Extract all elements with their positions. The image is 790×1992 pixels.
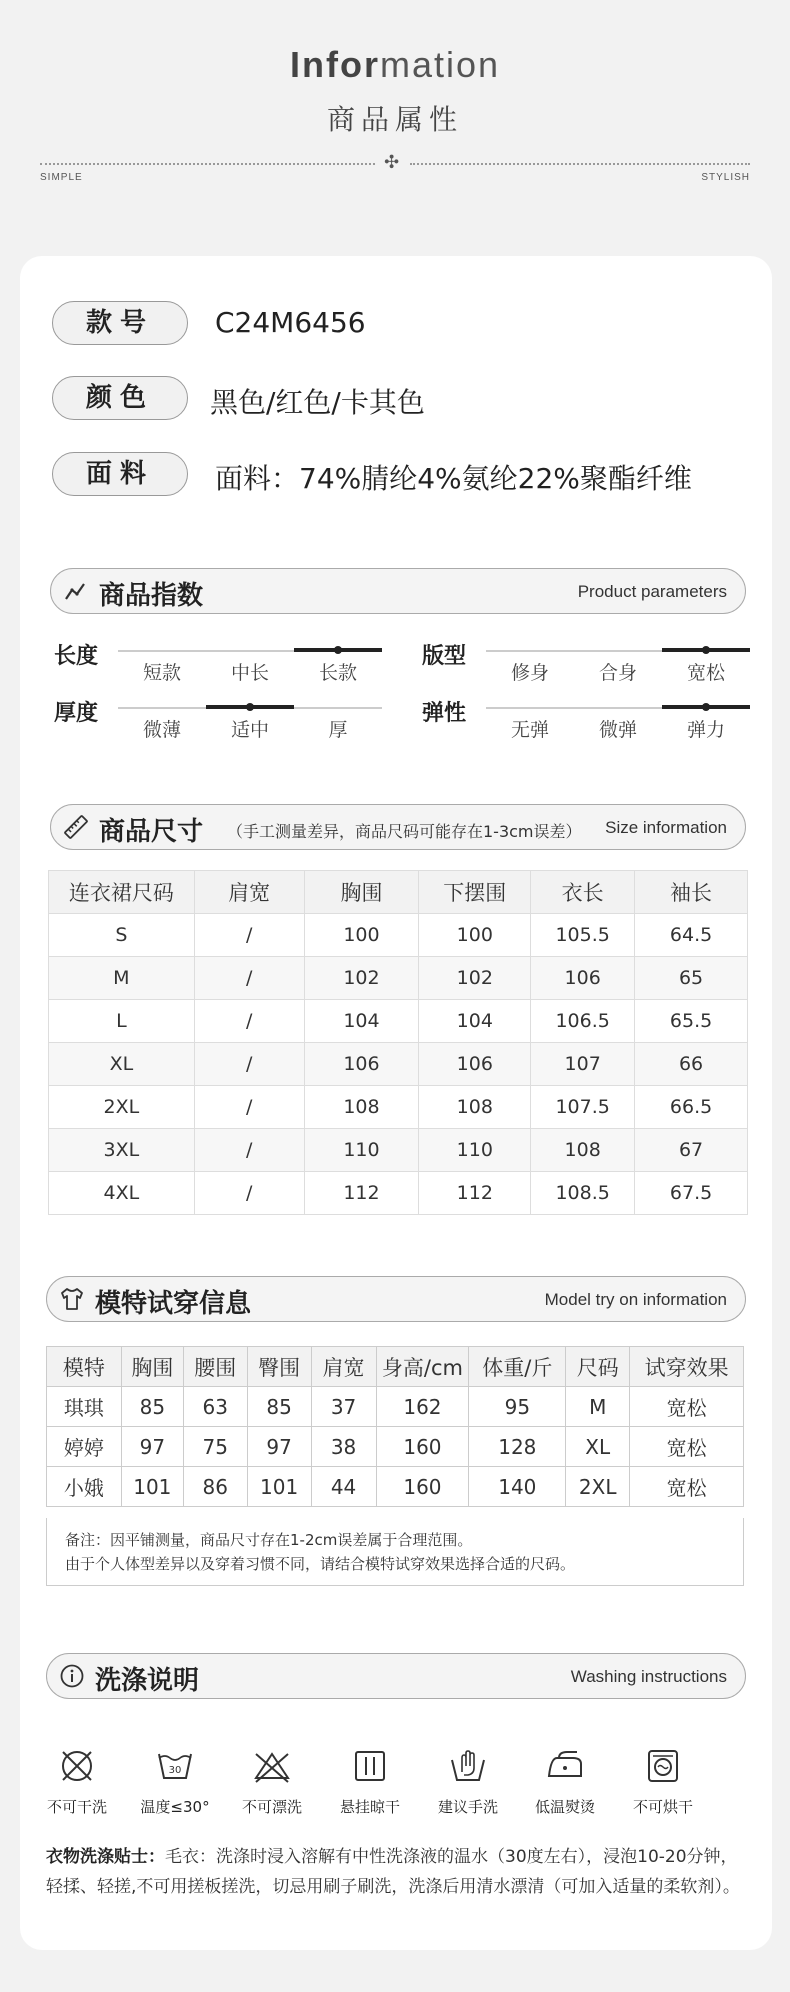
table-cell: 38 — [311, 1427, 376, 1467]
table-cell: 66 — [635, 1043, 748, 1086]
param-elasticity-scale — [486, 699, 750, 739]
column-header: 尺码 — [566, 1347, 630, 1387]
low-iron-icon — [545, 1746, 585, 1786]
scale-option: 厚 — [328, 719, 348, 741]
table-cell: 160 — [376, 1427, 469, 1467]
table-cell: 105.5 — [531, 914, 635, 957]
table-cell: 101 — [247, 1467, 311, 1507]
table-cell: 110 — [419, 1129, 531, 1172]
table-cell: 宽松 — [630, 1387, 744, 1427]
hang-dry-icon — [350, 1746, 390, 1786]
column-header: 肩宽 — [311, 1347, 376, 1387]
table-row — [47, 1427, 744, 1467]
scale-option-selected: 弹力 — [662, 699, 750, 739]
table-cell: M — [566, 1387, 630, 1427]
scale-option: 短款 — [142, 662, 181, 684]
no-dry-clean-icon — [57, 1746, 97, 1786]
params-en-title: Product parameters — [577, 582, 727, 601]
style-number-label: 款号 — [52, 301, 188, 345]
table-row — [49, 957, 748, 1000]
table-cell: 65.5 — [635, 1000, 748, 1043]
table-cell: / — [194, 1129, 304, 1172]
table-row — [49, 1086, 748, 1129]
size-title: 商品尺寸 — [99, 817, 204, 847]
table-cell: 110 — [304, 1129, 419, 1172]
table-cell: 97 — [121, 1427, 183, 1467]
column-header: 体重/斤 — [469, 1347, 566, 1387]
wash-item — [423, 1746, 513, 1817]
scale-option: 微弹 — [598, 719, 637, 741]
info-circle-icon — [59, 1663, 85, 1689]
params-banner — [50, 568, 746, 614]
wash-temp: 30 — [168, 1765, 182, 1776]
note-line: 由于个人体型差异以及穿着习惯不同，请结合模特试穿效果选择合适的尺码。 — [65, 1555, 576, 1573]
table-cell: 97 — [247, 1427, 311, 1467]
table-cell: 100 — [304, 914, 419, 957]
column-header: 连衣裙尺码 — [49, 871, 195, 914]
table-cell: 104 — [304, 1000, 419, 1043]
column-header: 身高/cm — [376, 1347, 469, 1387]
size-en-title: Size information — [605, 818, 727, 837]
table-cell: 106 — [304, 1043, 419, 1086]
column-header: 胸围 — [121, 1347, 183, 1387]
table-row — [49, 914, 748, 957]
wash-en-title: Washing instructions — [570, 1667, 727, 1686]
param-length-label: 长度 — [54, 644, 99, 669]
column-header: 下摆围 — [419, 871, 531, 914]
table-row — [49, 1000, 748, 1043]
table-cell: 112 — [419, 1172, 531, 1215]
model-banner — [46, 1276, 746, 1322]
scale-option: 合身 — [598, 662, 637, 684]
table-cell: 64.5 — [635, 914, 748, 957]
table-cell: 102 — [304, 957, 419, 1000]
wash-item — [520, 1746, 610, 1817]
no-bleach-icon — [252, 1746, 292, 1786]
table-cell: 4XL — [49, 1172, 195, 1215]
scale-option: 修身 — [510, 662, 549, 684]
column-header: 肩宽 — [194, 871, 304, 914]
wash-label: 温度≤30° — [140, 1798, 210, 1816]
table-cell: 85 — [247, 1387, 311, 1427]
header-divider-left — [40, 163, 375, 165]
size-table — [48, 870, 748, 1215]
table-cell: M — [49, 957, 195, 1000]
table-cell: 44 — [311, 1467, 376, 1507]
model-notes — [46, 1518, 744, 1586]
header-divider-right — [410, 163, 750, 165]
wash-item — [32, 1746, 122, 1817]
wash-banner — [46, 1653, 746, 1699]
style-number-value: C24M6456 — [215, 306, 366, 339]
table-cell: 106.5 — [531, 1000, 635, 1043]
info-card — [20, 256, 772, 1950]
params-title: 商品指数 — [99, 581, 204, 611]
table-cell: 112 — [304, 1172, 419, 1215]
scale-option-selected: 宽松 — [662, 642, 750, 682]
color-value: 黑色/红色/卡其色 — [210, 386, 425, 419]
table-cell: 108 — [531, 1129, 635, 1172]
table-cell: 65 — [635, 957, 748, 1000]
table-cell: 102 — [419, 957, 531, 1000]
table-row — [47, 1467, 744, 1507]
table-cell: 106 — [531, 957, 635, 1000]
param-fit-scale — [486, 642, 750, 682]
table-cell: 3XL — [49, 1129, 195, 1172]
table-row — [49, 1129, 748, 1172]
tips-label: 衣物洗涤贴士： — [46, 1847, 165, 1867]
scale-option: 中长 — [230, 662, 269, 684]
wash-item — [325, 1746, 415, 1817]
wash-label: 悬挂晾干 — [339, 1798, 400, 1816]
note-line: 备注：因平铺测量，商品尺寸存在1-2cm误差属于合理范围。 — [65, 1531, 473, 1549]
scale-option: 无弹 — [510, 719, 549, 741]
column-header: 衣长 — [531, 871, 635, 914]
stylish-tag: STYLISH — [701, 172, 750, 183]
table-cell: 100 — [419, 914, 531, 957]
table-cell: 107.5 — [531, 1086, 635, 1129]
simple-tag: SIMPLE — [40, 172, 83, 183]
table-cell: / — [194, 1043, 304, 1086]
param-thickness-label: 厚度 — [54, 701, 99, 726]
washing-tips — [46, 1842, 746, 1902]
size-note: （手工测量差异，商品尺码可能存在1-3cm误差） — [227, 822, 582, 841]
table-cell: 85 — [121, 1387, 183, 1427]
table-row — [49, 1043, 748, 1086]
column-header: 胸围 — [304, 871, 419, 914]
scale-option: 微薄 — [142, 719, 181, 741]
table-cell: 75 — [183, 1427, 247, 1467]
table-cell: 128 — [469, 1427, 566, 1467]
fabric-value: 面料：74%腈纶4%氨纶22%聚酯纤维 — [215, 462, 692, 495]
page-subtitle: 商品属性 — [326, 103, 463, 136]
column-header: 模特 — [47, 1347, 122, 1387]
table-cell: 108 — [419, 1086, 531, 1129]
title-light-part: mation — [379, 44, 501, 85]
table-header-row — [49, 871, 748, 914]
table-cell: L — [49, 1000, 195, 1043]
wash-title: 洗涤说明 — [95, 1666, 200, 1696]
table-cell: XL — [566, 1427, 630, 1467]
no-tumble-dry-icon — [643, 1746, 683, 1786]
param-thickness-scale — [118, 699, 382, 739]
table-cell: 63 — [183, 1387, 247, 1427]
wash-item — [130, 1746, 220, 1817]
table-cell: 108 — [304, 1086, 419, 1129]
wash-30-icon — [155, 1746, 195, 1786]
tips-text: 毛衣：洗涤时浸入溶解有中性洗涤液的温水（30度左右），浸泡10-20分钟，轻揉、轻搓,不可用搓板搓洗，切忌用刷子刷洗，洗涤后用清水漂清（可加入适量的柔软剂）。 — [46, 1847, 740, 1897]
wash-item — [618, 1746, 708, 1817]
table-cell: / — [194, 1086, 304, 1129]
table-cell: 婷婷 — [47, 1427, 122, 1467]
table-cell: 108.5 — [531, 1172, 635, 1215]
table-cell: 104 — [419, 1000, 531, 1043]
table-cell: S — [49, 914, 195, 957]
page-title — [0, 44, 790, 86]
table-cell: 67.5 — [635, 1172, 748, 1215]
table-header-row — [47, 1347, 744, 1387]
table-cell: 86 — [183, 1467, 247, 1507]
model-table — [46, 1346, 744, 1507]
hand-wash-icon — [448, 1746, 488, 1786]
wash-label: 不可漂洗 — [241, 1798, 302, 1816]
param-length-scale — [118, 642, 382, 682]
wash-label: 建议手洗 — [437, 1798, 498, 1816]
table-cell: 2XL — [566, 1467, 630, 1507]
column-header: 臀围 — [247, 1347, 311, 1387]
tshirt-icon — [59, 1286, 85, 1312]
table-cell: 101 — [121, 1467, 183, 1507]
model-en-title: Model try on information — [544, 1290, 727, 1309]
table-cell: 160 — [376, 1467, 469, 1507]
wash-item — [227, 1746, 317, 1817]
table-cell: XL — [49, 1043, 195, 1086]
param-fit-label: 版型 — [422, 644, 467, 669]
model-title: 模特试穿信息 — [95, 1289, 252, 1319]
column-header: 腰围 — [183, 1347, 247, 1387]
size-banner — [50, 804, 746, 850]
wash-label: 不可烘干 — [632, 1798, 693, 1816]
table-row — [49, 1172, 748, 1215]
column-header: 试穿效果 — [630, 1347, 744, 1387]
table-cell: 162 — [376, 1387, 469, 1427]
wash-label: 不可干洗 — [46, 1798, 107, 1816]
table-cell: 37 — [311, 1387, 376, 1427]
fabric-label: 面料 — [52, 452, 188, 496]
cross-ornament-icon: ✣ — [384, 152, 400, 173]
table-cell: 140 — [469, 1467, 566, 1507]
table-cell: 2XL — [49, 1086, 195, 1129]
column-header: 袖长 — [635, 871, 748, 914]
table-row — [47, 1387, 744, 1427]
table-cell: 95 — [469, 1387, 566, 1427]
scale-option-selected: 长款 — [294, 642, 382, 682]
wash-label: 低温熨烫 — [534, 1798, 595, 1816]
table-cell: 宽松 — [630, 1467, 744, 1507]
table-cell: / — [194, 914, 304, 957]
table-cell: / — [194, 1000, 304, 1043]
table-cell: 宽松 — [630, 1427, 744, 1467]
trend-line-icon — [63, 578, 89, 604]
table-cell: 66.5 — [635, 1086, 748, 1129]
table-cell: 106 — [419, 1043, 531, 1086]
scale-option-selected: 适中 — [206, 699, 294, 739]
table-cell: 67 — [635, 1129, 748, 1172]
table-cell: 小娥 — [47, 1467, 122, 1507]
table-cell: / — [194, 957, 304, 1000]
ruler-icon — [63, 814, 89, 840]
title-bold-part: Infor — [289, 44, 380, 85]
table-cell: / — [194, 1172, 304, 1215]
table-cell: 琪琪 — [47, 1387, 122, 1427]
color-label: 颜色 — [52, 376, 188, 420]
param-elasticity-label: 弹性 — [422, 701, 467, 726]
table-cell: 107 — [531, 1043, 635, 1086]
